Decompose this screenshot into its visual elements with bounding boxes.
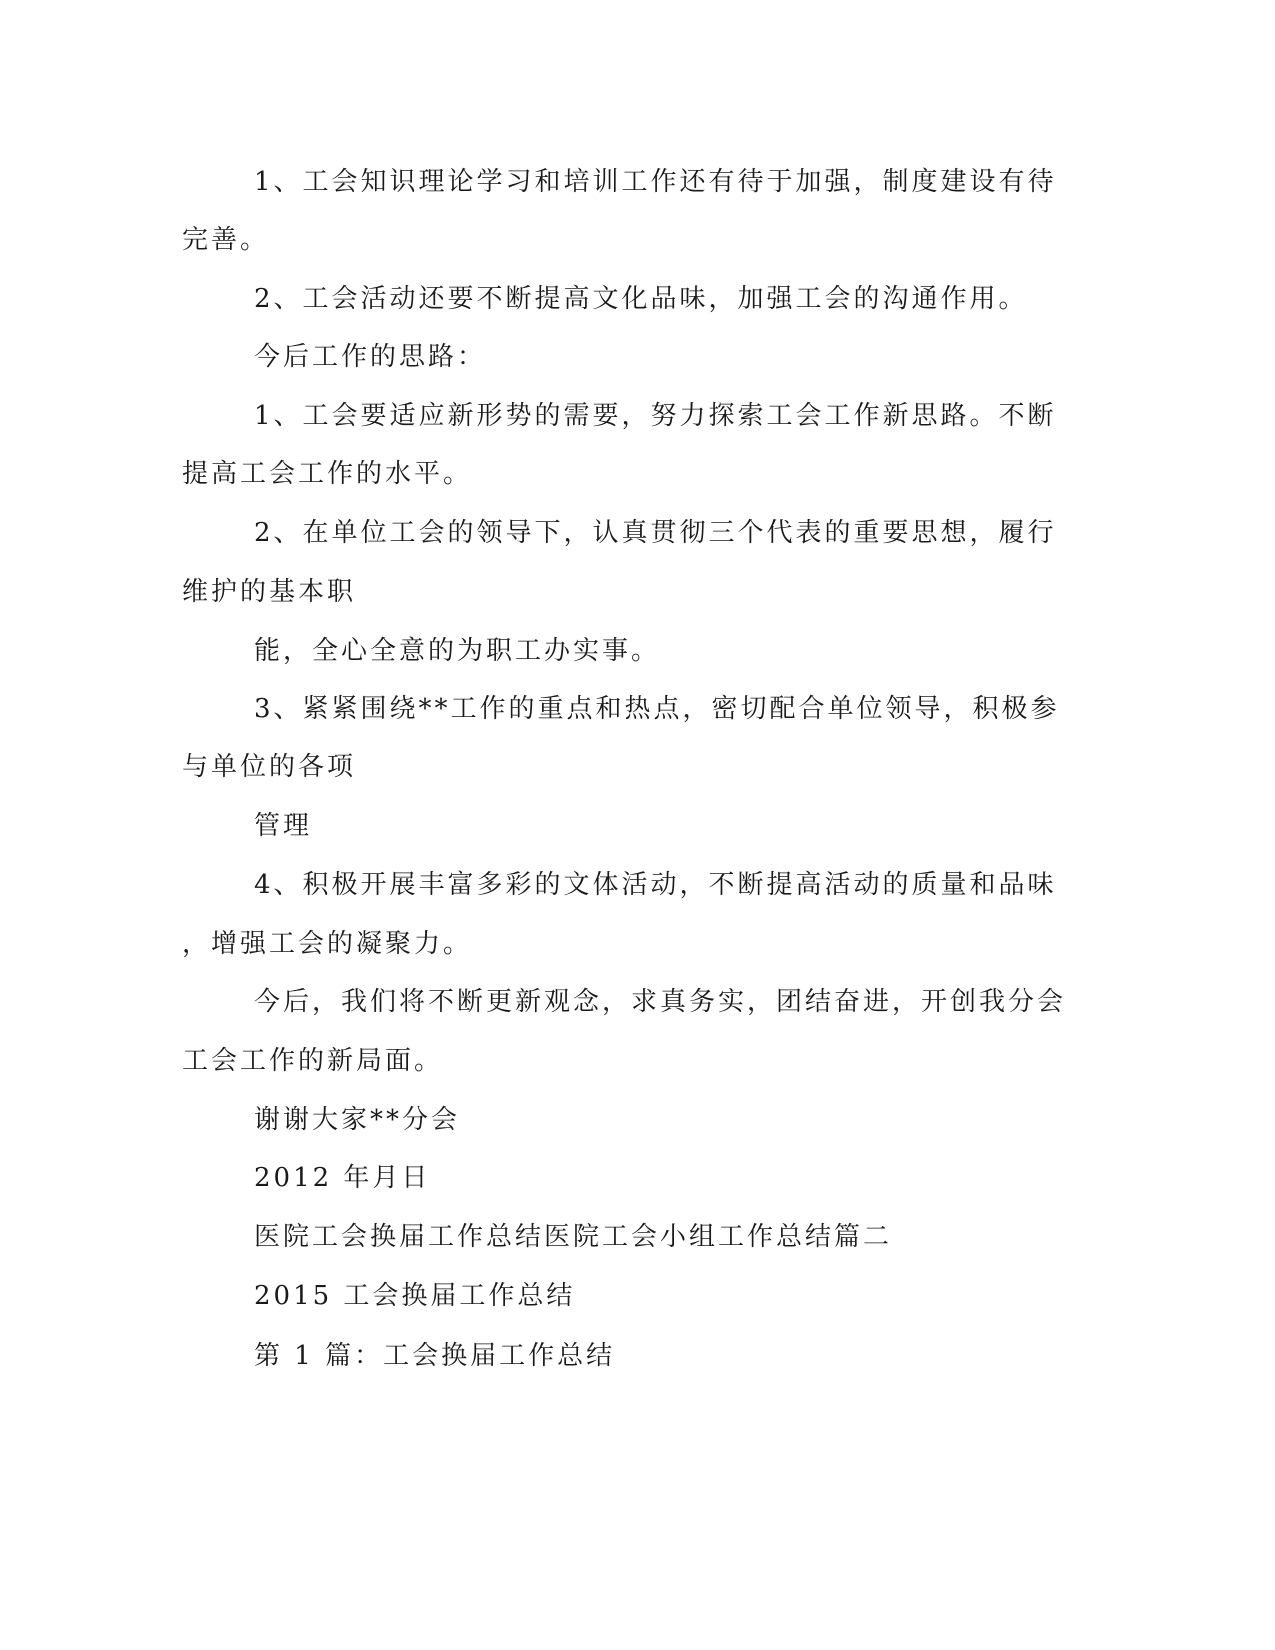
paragraph-line: 3、紧紧围绕**工作的重点和热点，密切配合单位领导，积极参 (254, 694, 1060, 724)
article-title: 医院工会换届工作总结医院工会小组工作总结篇二 (254, 1222, 893, 1252)
section-heading: 今后工作的思路： (254, 342, 487, 372)
paragraph-line: 2、工会活动还要不断提高文化品味，加强工会的沟通作用。 (254, 284, 1028, 314)
paragraph-line: 工会工作的新局面。 (182, 1046, 444, 1076)
article-subtitle: 2015 工会换届工作总结 (254, 1281, 576, 1311)
paragraph-line: 维护的基本职 (182, 577, 357, 607)
paragraph-line: 与单位的各项 (182, 752, 357, 782)
paragraph-line: 提高工会工作的水平。 (182, 459, 473, 489)
paragraph-line: 今后，我们将不断更新观念，求真务实，团结奋进，开创我分会 (254, 987, 1067, 1017)
paragraph-line: 1、工会要适应新形势的需要，努力探索工会工作新思路。不断 (254, 401, 1057, 431)
date-line: 2012 年月日 (254, 1163, 431, 1193)
paragraph-line: 完善。 (182, 225, 270, 255)
paragraph-line: 管理 (254, 811, 313, 841)
signature-line: 谢谢大家**分会 (254, 1105, 461, 1135)
paragraph-line: 能，全心全意的为职工办实事。 (254, 636, 661, 666)
paragraph-line: 1、工会知识理论学习和培训工作还有待于加强，制度建设有待 (254, 167, 1057, 197)
paragraph-line: 4、积极开展丰富多彩的文体活动，不断提高活动的质量和品味 (254, 870, 1057, 900)
paragraph-line: 2、在单位工会的领导下，认真贯彻三个代表的重要思想，履行 (254, 518, 1057, 548)
chapter-heading: 第 1 篇：工会换届工作总结 (254, 1341, 616, 1371)
paragraph-line: ，增强工会的凝聚力。 (182, 929, 473, 959)
